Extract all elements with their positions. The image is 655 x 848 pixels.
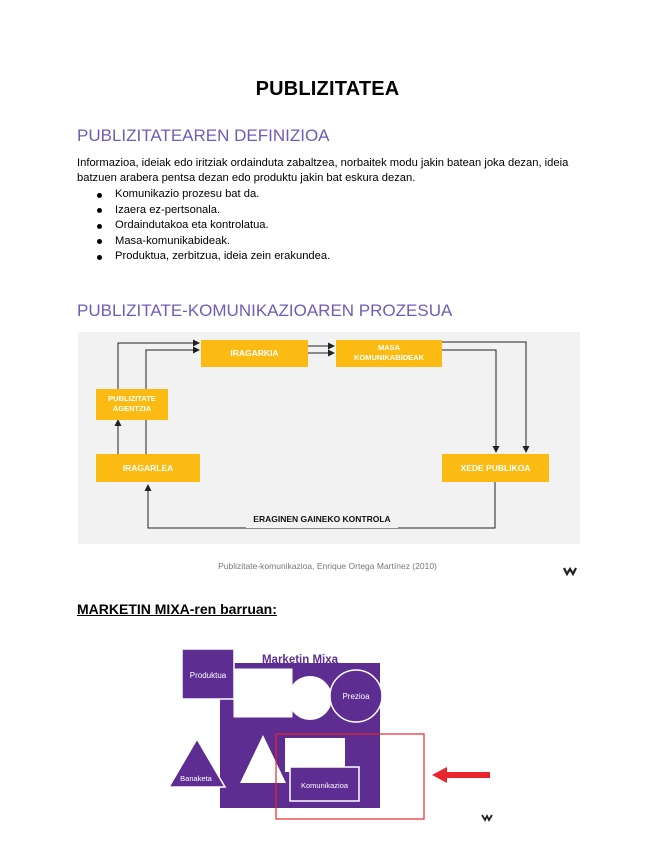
bullet-list [77,187,330,265]
arrow-shaft [445,772,490,778]
label-produktua: Produktua [189,671,227,680]
list-item: Produktua, zerbitzua, ideia zein erakundea. [77,249,330,265]
label-xede-publikoa: XEDE PUBLIKOA [460,463,531,473]
section-heading-definizioa: PUBLIZITATEAREN DEFINIZIOA [77,126,330,145]
university-logo-icon [563,566,577,576]
list-item: Komunikazio prozesu bat da. [77,187,330,203]
definition-paragraph: Informazioa, ideiak edo iritziak ordainduta zabaltzea, norbaitek modu jakin batean joka dezan, ideia batzuen arabera pentsa dezan edo produktu jakin bat eskura dezan. [77,157,569,184]
label-kontrola: ERAGINEN GAINEKO KONTROLA [253,514,391,524]
label-iragarkia: IRAGARKIA [230,348,279,358]
page-title: PUBLIZITATEA [255,78,400,100]
list-item: Izaera ez-pertsonala. [77,203,330,219]
mix-title: Marketin Mixa [261,654,339,666]
diagram-caption: Publizitate-komunikazioa, Enrique Ortega Martínez (2010) [218,561,437,571]
label-agentzia: AGENTZIA [112,404,152,413]
process-diagram [78,332,580,544]
label-publizitate: PUBLIZITATE [108,394,156,403]
arrow-left-icon [432,767,447,783]
label-prezioa: Prezioa [342,692,370,701]
label-masa: MASA [377,343,401,352]
section-heading-marketin-mixa: MARKETIN MIXA-ren barruan: [77,601,277,617]
university-logo-icon [482,815,492,820]
label-banaketa: Banaketa [180,774,212,783]
list-item: Ordaindutakoa eta kontrolatua. [77,218,330,234]
section-heading-prozesua: PUBLIZITATE-KOMUNIKAZIOAREN PROZESUA [77,301,453,320]
label-komunikabideak: KOMUNIKABIDEAK [354,353,424,362]
list-item: Masa-komunikabideak. [77,234,330,250]
label-iragarlea: IRAGARLEA [122,463,174,473]
marketin-mixa-diagram [160,643,500,823]
label-komunikazioa: Komunikazioa [300,781,349,790]
